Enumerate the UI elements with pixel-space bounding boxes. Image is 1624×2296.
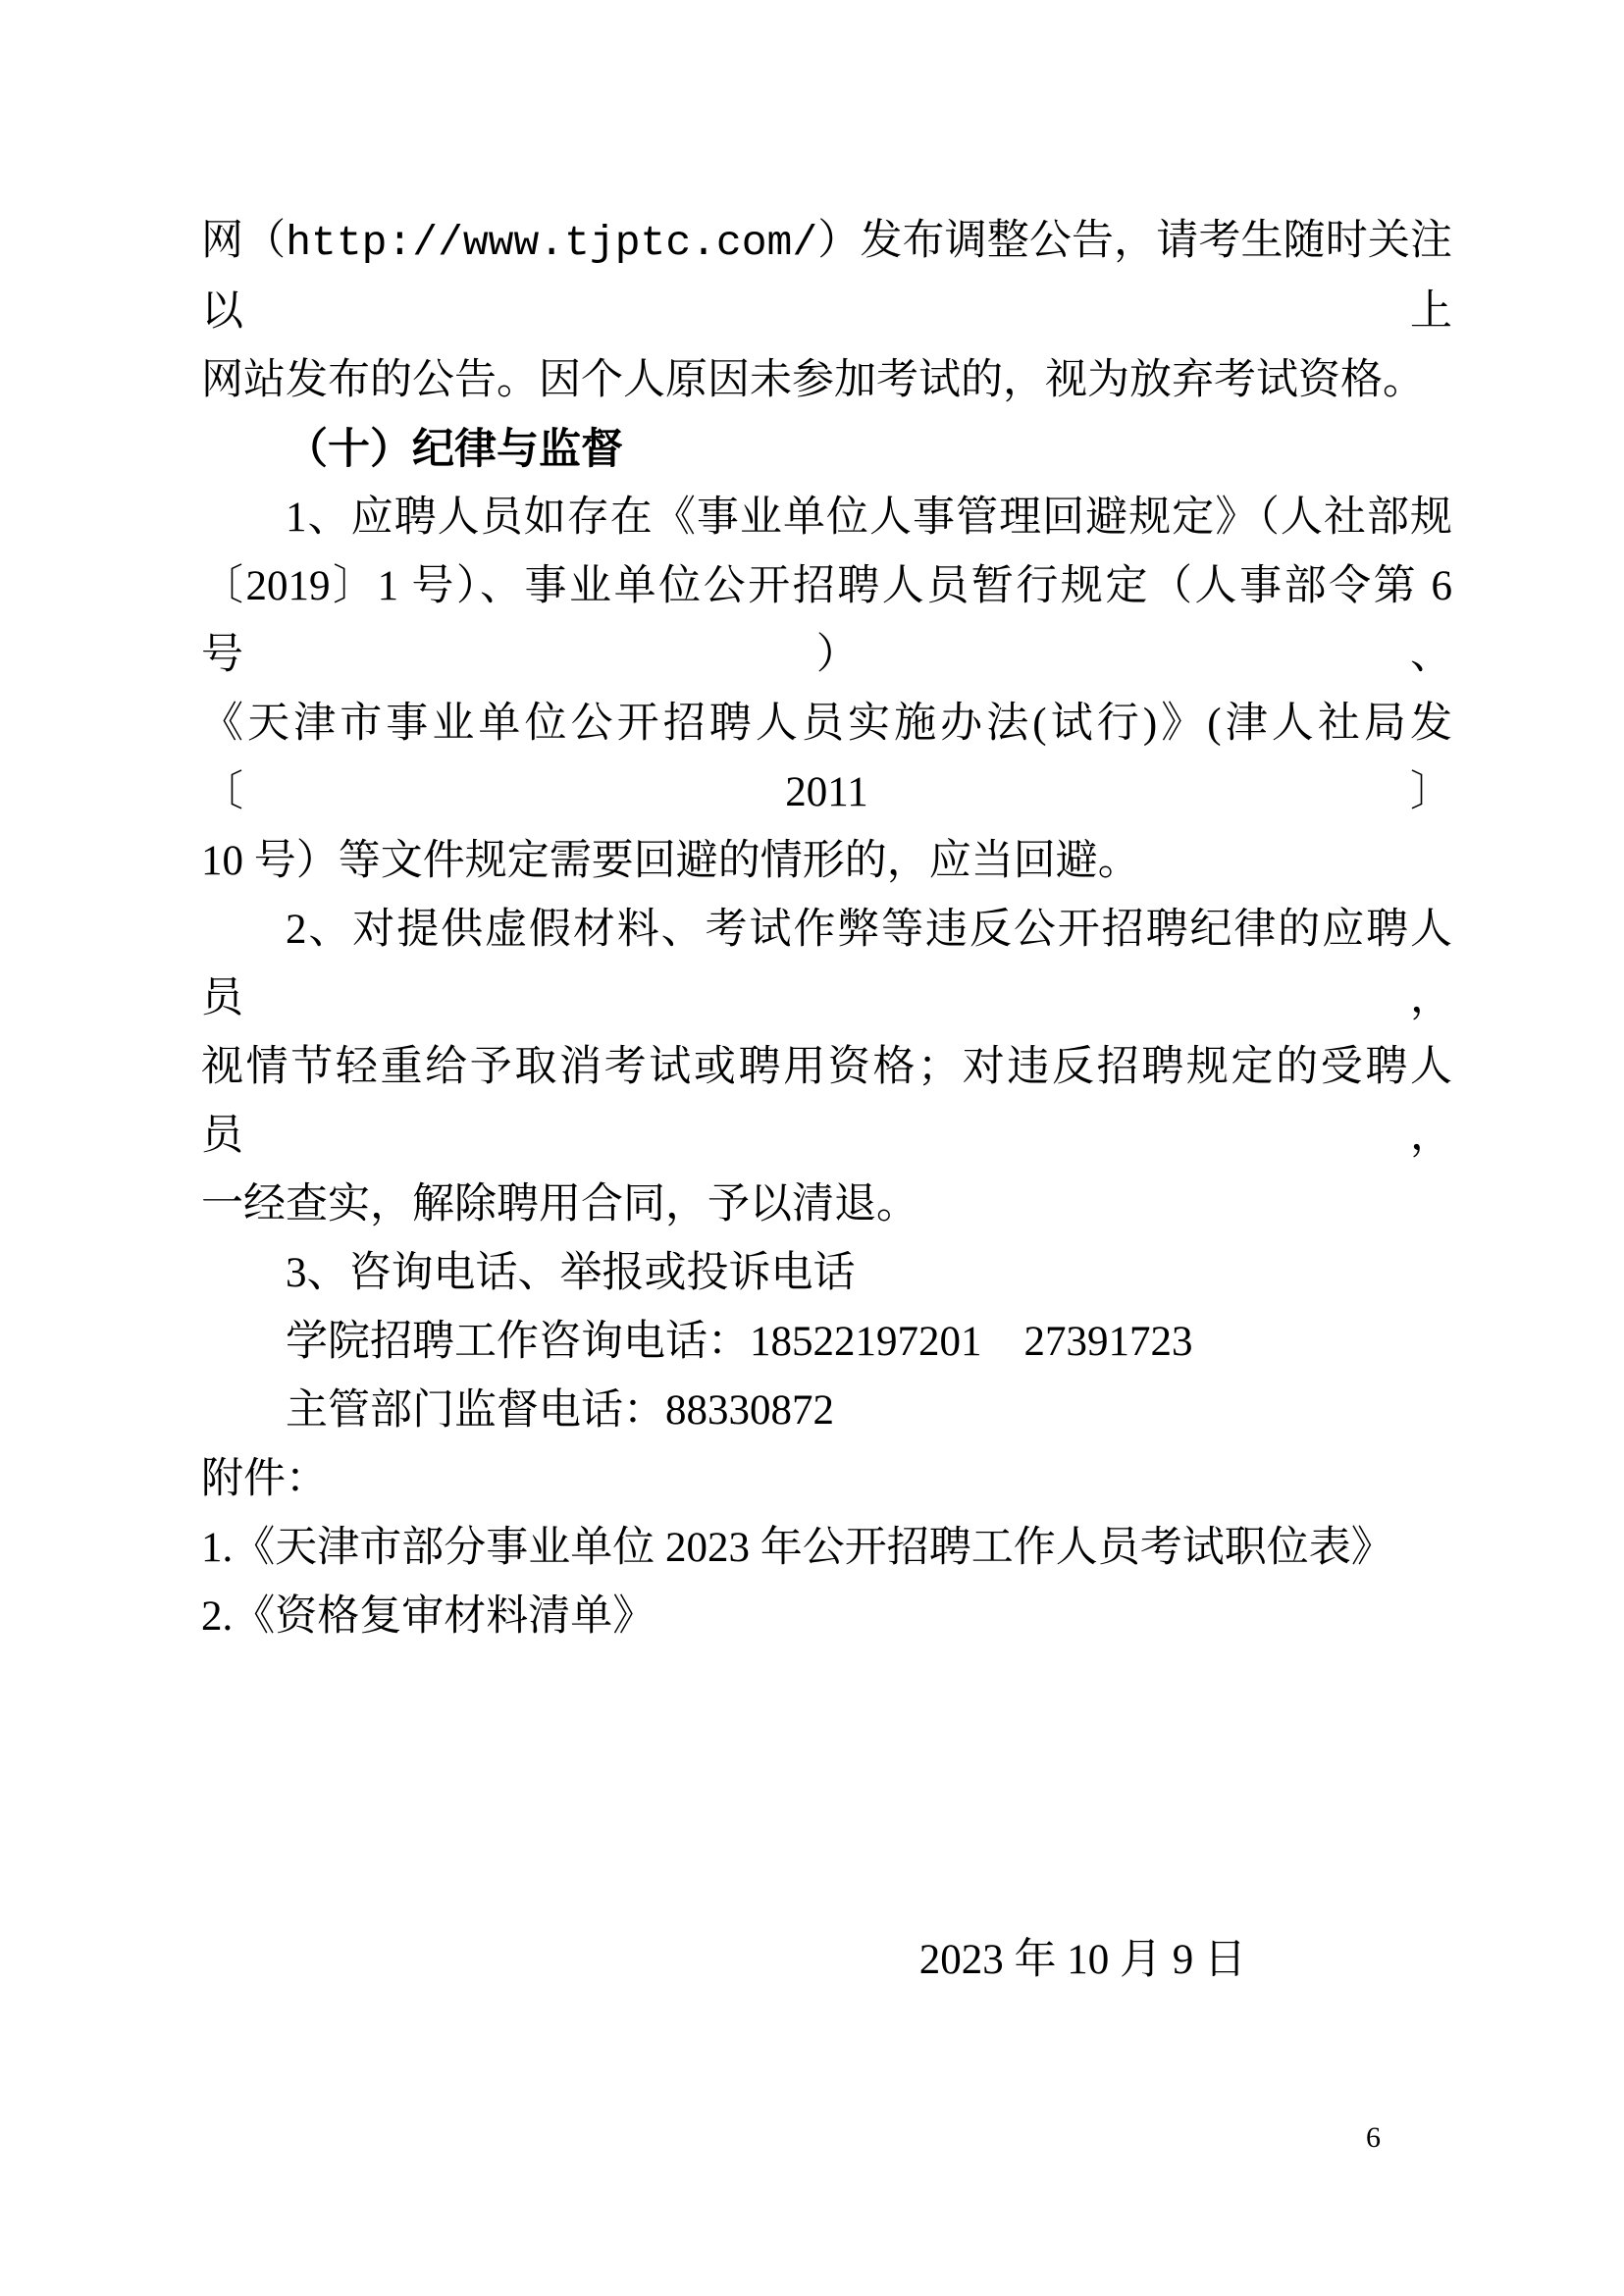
text-line-7: 10 号）等文件规定需要回避的情形的，应当回避。 bbox=[201, 838, 1140, 884]
heading-discipline-supervision: （十）纪律与监督 bbox=[286, 426, 623, 473]
line-consult-phone: 学院招聘工作咨询电话：18522197201 27391723 bbox=[286, 1319, 1193, 1365]
text-line-9: 视情节轻重给予取消考试或聘用资格；对违反招聘规定的受聘人员， bbox=[201, 1044, 1452, 1159]
url-text: http://www.tjptc.com/ bbox=[286, 219, 818, 267]
text-line-2: 网站发布的公告。因个人原因未参加考试的，视为放弃考试资格。 bbox=[201, 357, 1425, 403]
text-segment: 网（ bbox=[201, 218, 287, 264]
text-segment: ）发布调整公告，请考生随时关注以上 bbox=[201, 218, 1453, 335]
line-supervise-phone: 主管部门监督电话：88330872 bbox=[286, 1387, 834, 1434]
text-line-6: 《天津市事业单位公开招聘人员实施办法(试行)》(津人社局发〔2011〕 bbox=[201, 701, 1452, 815]
page-number: 6 bbox=[1366, 2121, 1381, 2154]
text-line-11: 3、咨询电话、举报或投诉电话 bbox=[286, 1250, 856, 1296]
line-attachments-label: 附件： bbox=[201, 1456, 328, 1502]
document-body bbox=[201, 207, 1452, 1995]
line-attachment-2: 2.《资格复审材料清单》 bbox=[201, 1593, 655, 1640]
text-line-8: 2、对提供虚假材料、考试作弊等违反公开招聘纪律的应聘人员， bbox=[201, 907, 1452, 1021]
text-line-4: 1、应聘人员如存在《事业单位人事管理回避规定》（人社部规 bbox=[286, 495, 1452, 541]
text-line-5: 〔2019〕1 号）、事业单位公开招聘人员暂行规定（人事部令第 6 号）、 bbox=[201, 563, 1452, 678]
text-line-10: 一经查实，解除聘用合同，予以清退。 bbox=[201, 1181, 918, 1227]
line-attachment-1: 1.《天津市部分事业单位 2023 年公开招聘工作人员考试职位表》 bbox=[201, 1525, 1393, 1571]
line-website-notice-1 bbox=[201, 207, 1452, 346]
date-line: 2023 年 10 月 9 日 bbox=[918, 1937, 1246, 1983]
